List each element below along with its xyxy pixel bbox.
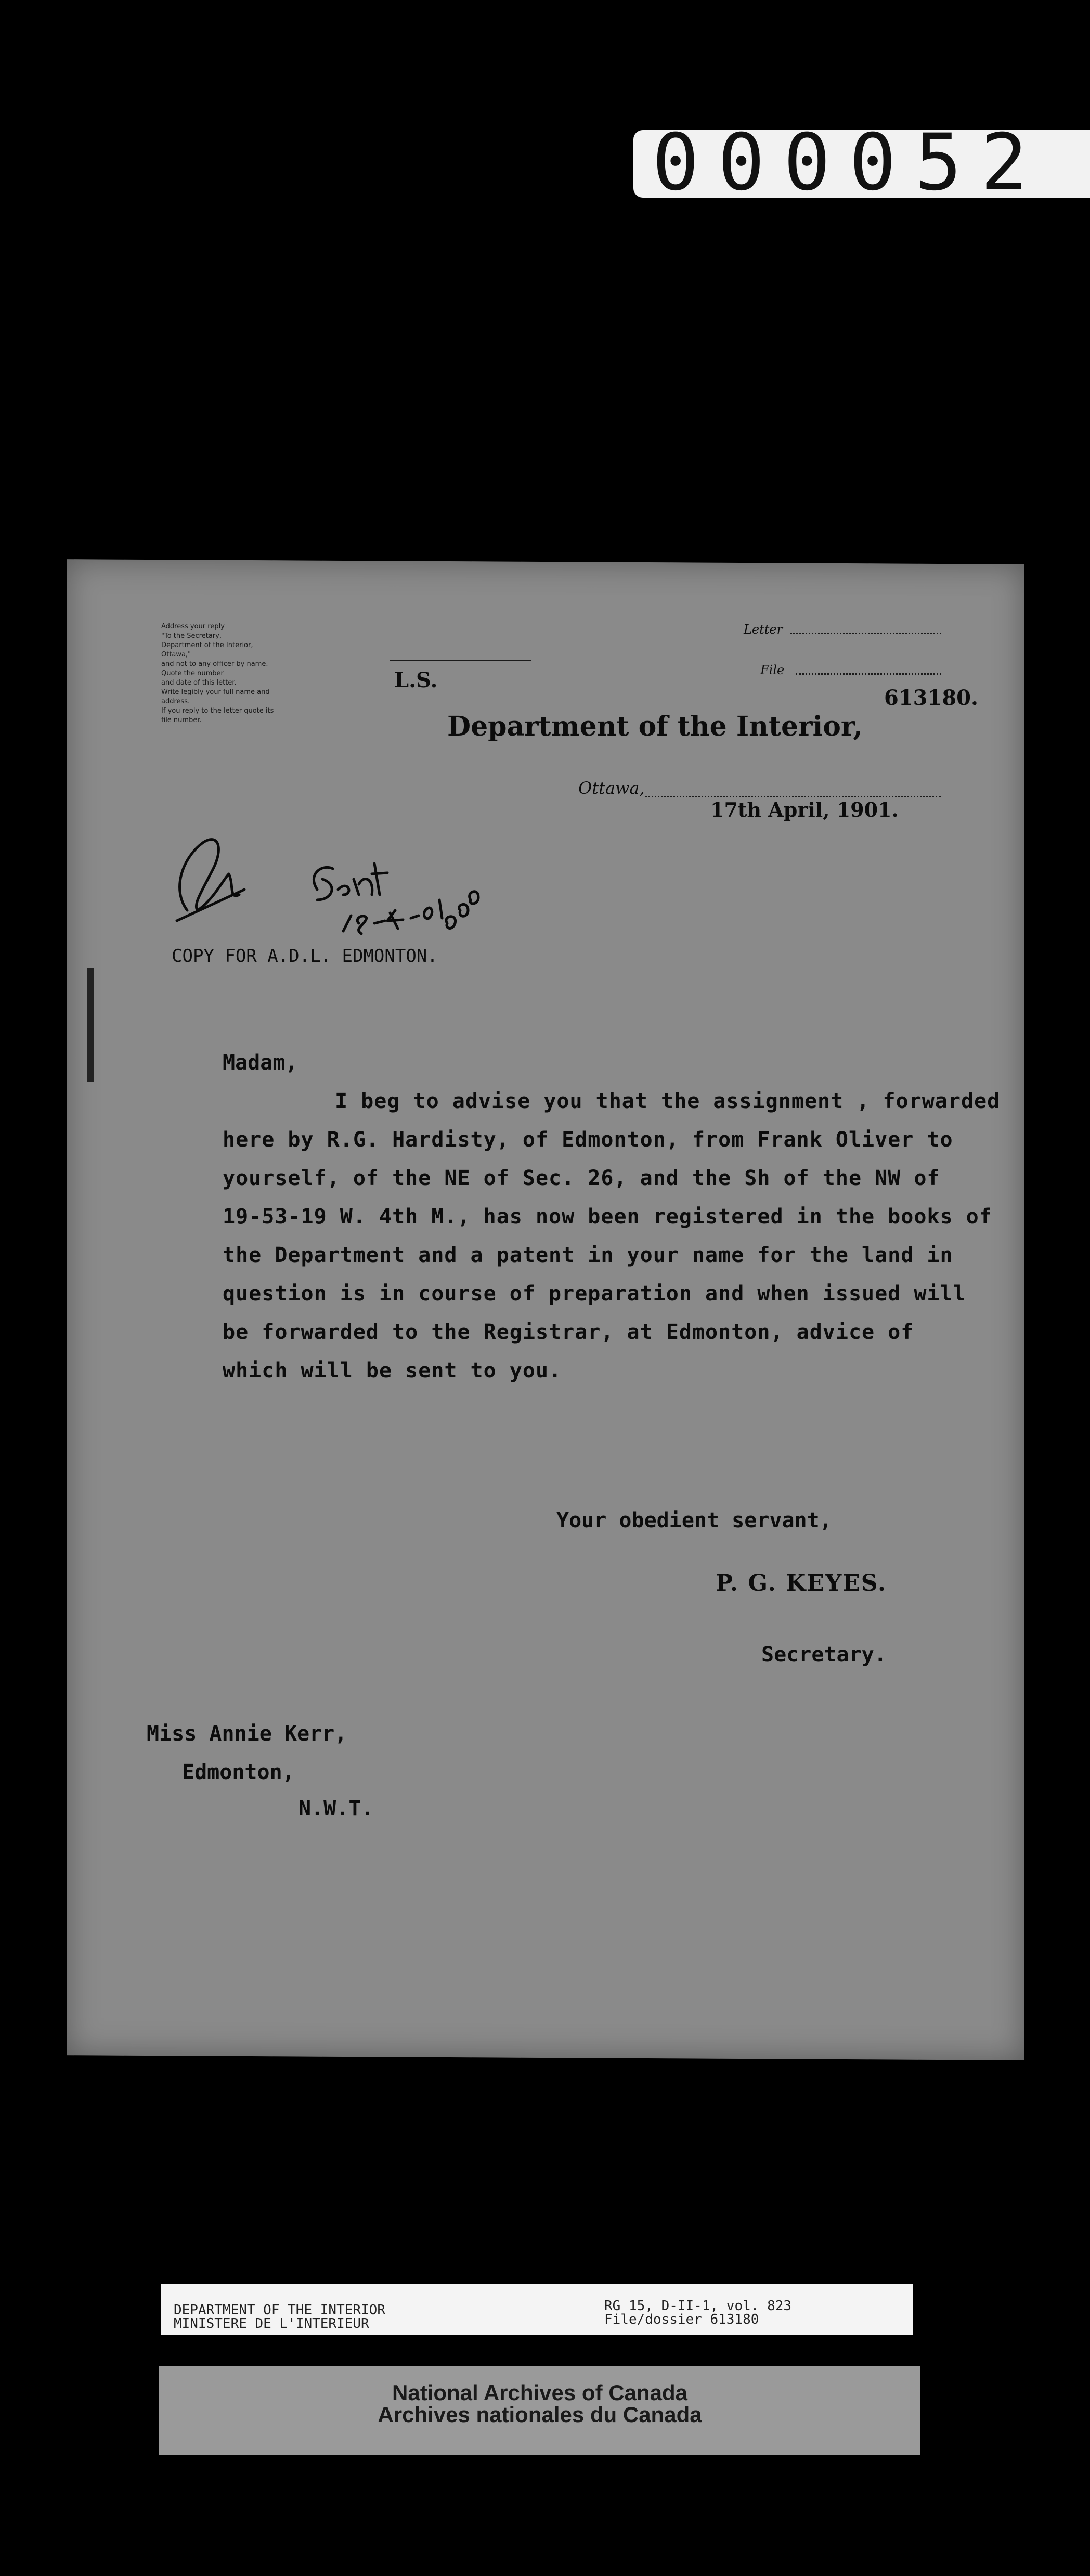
body-line: 19-53-19 W. 4th M., has now been registered in the books of (223, 1205, 992, 1229)
record-group-reference: RG 15, D-II-1, vol. 823 (604, 2298, 792, 2314)
body-line: be forwarded to the Registrar, at Edmonton, advice of (223, 1320, 914, 1344)
file-field-label: File (760, 663, 785, 677)
archives-name-fr: Archives nationales du Canada (378, 2402, 702, 2427)
archives-name-en: National Archives of Canada (392, 2380, 687, 2405)
frame-number-strip (633, 130, 1090, 198)
handwritten-date-note (343, 900, 442, 934)
body-line: I beg to advise you that the assignment , forwarded (335, 1089, 1001, 1113)
handwritten-initials (177, 840, 244, 921)
file-dossier-number: File/dossier 613180 (604, 2312, 759, 2327)
address-instruction-line: Address your reply (161, 623, 225, 630)
letter-paper (67, 559, 1024, 2060)
address-instruction-line: "To the Secretary, (161, 632, 222, 640)
copy-for-line: COPY FOR A.D.L. EDMONTON. (172, 946, 438, 967)
address-instruction-line: Ottawa," (161, 651, 191, 659)
handwritten-sent-note (314, 864, 387, 900)
handwritten-initials-2 (446, 892, 478, 929)
department-title: Department of the Interior, (447, 711, 863, 742)
archives-footer (159, 2366, 920, 2455)
frame-number: 000052 (652, 130, 1046, 198)
signature-title: Secretary. (761, 1643, 887, 1667)
address-instruction-line: Write legibly your full name and (161, 688, 270, 696)
body-line: here by R.G. Hardisty, of Edmonton, from Frank Oliver to (223, 1128, 953, 1152)
addressee-city: Edmonton, (182, 1760, 295, 1784)
address-instructions (161, 622, 333, 725)
dept-code: L.S. (394, 668, 438, 692)
date-field-line (645, 796, 941, 797)
letter-date: 17th April, 1901. (710, 798, 899, 821)
body-line: which will be sent to you. (223, 1359, 562, 1383)
file-number: 613180. (884, 686, 978, 710)
letter-field-label: Letter (744, 622, 783, 637)
address-instruction-line: file number. (161, 716, 202, 724)
body-line: yourself, of the NE of Sec. 26, and the Sh of the NW of (223, 1166, 940, 1190)
address-instruction-line: Quote the number (161, 669, 224, 677)
body-line: the Department and a patent in your name for the land in (223, 1243, 953, 1267)
dept-code-rule (390, 660, 531, 661)
addressee-name: Miss Annie Kerr, (147, 1722, 347, 1746)
address-instruction-line: and date of this letter. (161, 679, 237, 687)
archive-reference-label (161, 2284, 913, 2335)
file-field-line (796, 673, 941, 675)
handwritten-annotations (166, 812, 530, 947)
salutation: Madam, (223, 1051, 298, 1075)
paper-edge-mark (87, 968, 94, 1082)
ottawa-label: Ottawa, (578, 778, 645, 798)
body-line: question is in course of preparation and when issued will (223, 1282, 966, 1306)
closing: Your obedient servant, (556, 1509, 832, 1532)
addressee-territory: N.W.T. (299, 1797, 374, 1821)
dept-name-fr: MINISTERE DE L'INTERIEUR (174, 2316, 369, 2332)
dept-name-en: DEPARTMENT OF THE INTERIOR (174, 2302, 385, 2318)
address-instruction-line: and not to any officer by name. (161, 660, 268, 668)
address-instruction-line: If you reply to the letter quote its (161, 707, 274, 715)
letter-field-line (790, 633, 941, 634)
address-instruction-line: address. (161, 698, 190, 705)
address-instruction-line: Department of the Interior, (161, 641, 253, 649)
signature: P. G. KEYES. (716, 1570, 887, 1596)
